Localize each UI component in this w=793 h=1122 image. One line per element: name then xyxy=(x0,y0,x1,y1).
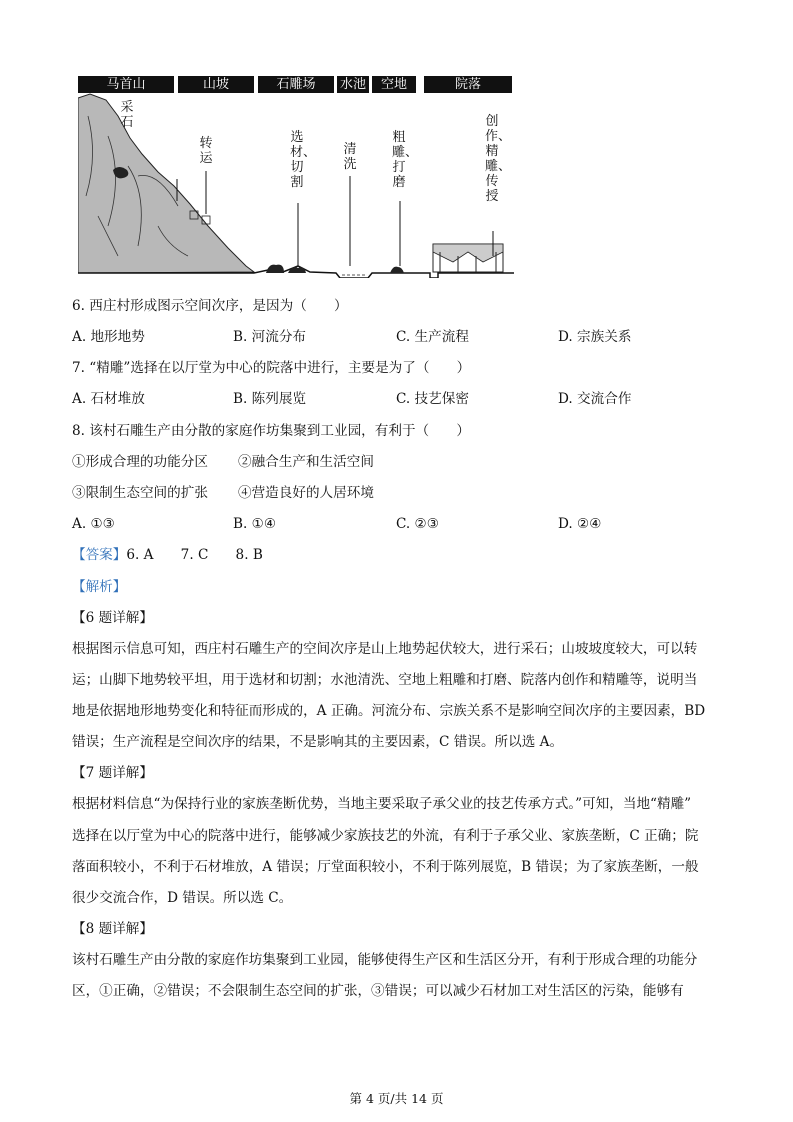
section-7-line: 选择在以厅堂为中心的院落中进行，能够减少家族技艺的外流，有利于子承父业、家族垄断，C 正确；院 xyxy=(72,828,699,844)
q6-option-c: C. 生产流程 xyxy=(396,329,469,345)
question-7-stem: 7. “精雕”选择在以厅堂为中心的院落中进行，主要是为了（ ） xyxy=(72,360,471,376)
section-7-line: 很少交流合作，D 错误。所以选 C。 xyxy=(72,890,293,906)
section-6-line: 地是依据地形地势变化和特征而形成的，A 正确。河流分布、宗族关系不是影响空间次序的主要因素，BD xyxy=(72,703,706,719)
answer-line xyxy=(72,546,263,564)
section-6-line: 运；山脚下地势较平坦，用于选材和切割；水池清洗、空地上粗雕和打磨、院落内创作和精雕等，说明当 xyxy=(72,672,698,688)
header-slope: 山坡 xyxy=(178,76,254,93)
section-7-line: 根据材料信息“为保持行业的家族垄断优势，当地主要采取子承父业的技艺传承方式。”可知，当地“精雕” xyxy=(72,796,692,812)
header-open-space: 空地 xyxy=(372,76,416,93)
q6-option-d: D. 宗族关系 xyxy=(558,329,632,345)
question-8-stem: 8. 该村石雕生产由分散的家庭作坊集聚到工业园，有利于（ ） xyxy=(72,423,470,439)
answer-label: 【答案】 xyxy=(72,547,127,563)
q8-option-c: C. ②③ xyxy=(396,516,439,532)
section-6-title: 【6 题详解】 xyxy=(72,610,153,626)
label-creation-fine-carving-teaching: 创作、精雕、传授 xyxy=(485,114,512,204)
q6-option-b: B. 河流分布 xyxy=(233,329,307,345)
q8-option-b: B. ①④ xyxy=(233,516,277,532)
question-6-stem: 6. 西庄村形成图示空间次序，是因为（ ） xyxy=(72,298,348,314)
q8-option-d: D. ②④ xyxy=(558,516,602,532)
section-7-line: 落面积较小，不利于石材堆放，A 错误；厅堂面积较小，不利于陈列展览，B 错误；为了家族垄断，一般 xyxy=(72,859,699,875)
label-transport: 转运 xyxy=(199,136,213,166)
header-courtyard: 院落 xyxy=(424,76,512,93)
header-mashou-mountain: 马首山 xyxy=(78,76,174,93)
section-8-line: 区，①正确，②错误；不会限制生态空间的扩张，③错误；可以减少石材加工对生活区的污染，能够有 xyxy=(72,983,684,999)
section-6-line: 根据图示信息可知，西庄村石雕生产的空间次序是山上地势起伏较大，进行采石；山坡坡度较大，可以转 xyxy=(72,641,698,657)
q8-statement-2: ②融合生产和生活空间 xyxy=(238,454,374,470)
q8-statement-1: ①形成合理的功能分区 xyxy=(72,454,208,470)
q7-option-d: D. 交流合作 xyxy=(558,391,632,407)
header-pool: 水池 xyxy=(337,76,369,93)
stone-carving-spatial-diagram xyxy=(78,76,514,278)
page-footer: 第 4 页/共 14 页 xyxy=(349,1091,444,1106)
q8-statement-3: ③限制生态空间的扩张 xyxy=(72,485,208,501)
label-quarrying: 采石 xyxy=(120,100,134,130)
label-washing: 清洗 xyxy=(343,142,357,172)
q7-option-b: B. 陈列展览 xyxy=(233,391,307,407)
header-carving-yard: 石雕场 xyxy=(258,76,334,93)
q7-option-c: C. 技艺保密 xyxy=(396,391,469,407)
label-selecting-cutting: 选材、切割 xyxy=(290,130,317,190)
analysis-label: 【解析】 xyxy=(72,579,127,595)
q6-option-a: A. 地形地势 xyxy=(72,329,145,345)
answer-text: 6. A 7. C 8. B xyxy=(126,547,263,563)
label-rough-carving-polishing: 粗雕、打磨 xyxy=(392,130,419,190)
section-8-title: 【8 题详解】 xyxy=(72,921,153,937)
q8-statement-4: ④营造良好的人居环境 xyxy=(238,485,374,501)
section-8-line: 该村石雕生产由分散的家庭作坊集聚到工业园，能够使得生产区和生活区分开，有利于形成合理的功能分 xyxy=(72,952,698,968)
q7-option-a: A. 石材堆放 xyxy=(72,391,145,407)
section-7-title: 【7 题详解】 xyxy=(72,765,153,781)
section-6-line: 错误；生产流程是空间次序的结果，不是影响其的主要因素，C 错误。所以选 A。 xyxy=(72,734,564,750)
q8-option-a: A. ①③ xyxy=(72,516,115,532)
